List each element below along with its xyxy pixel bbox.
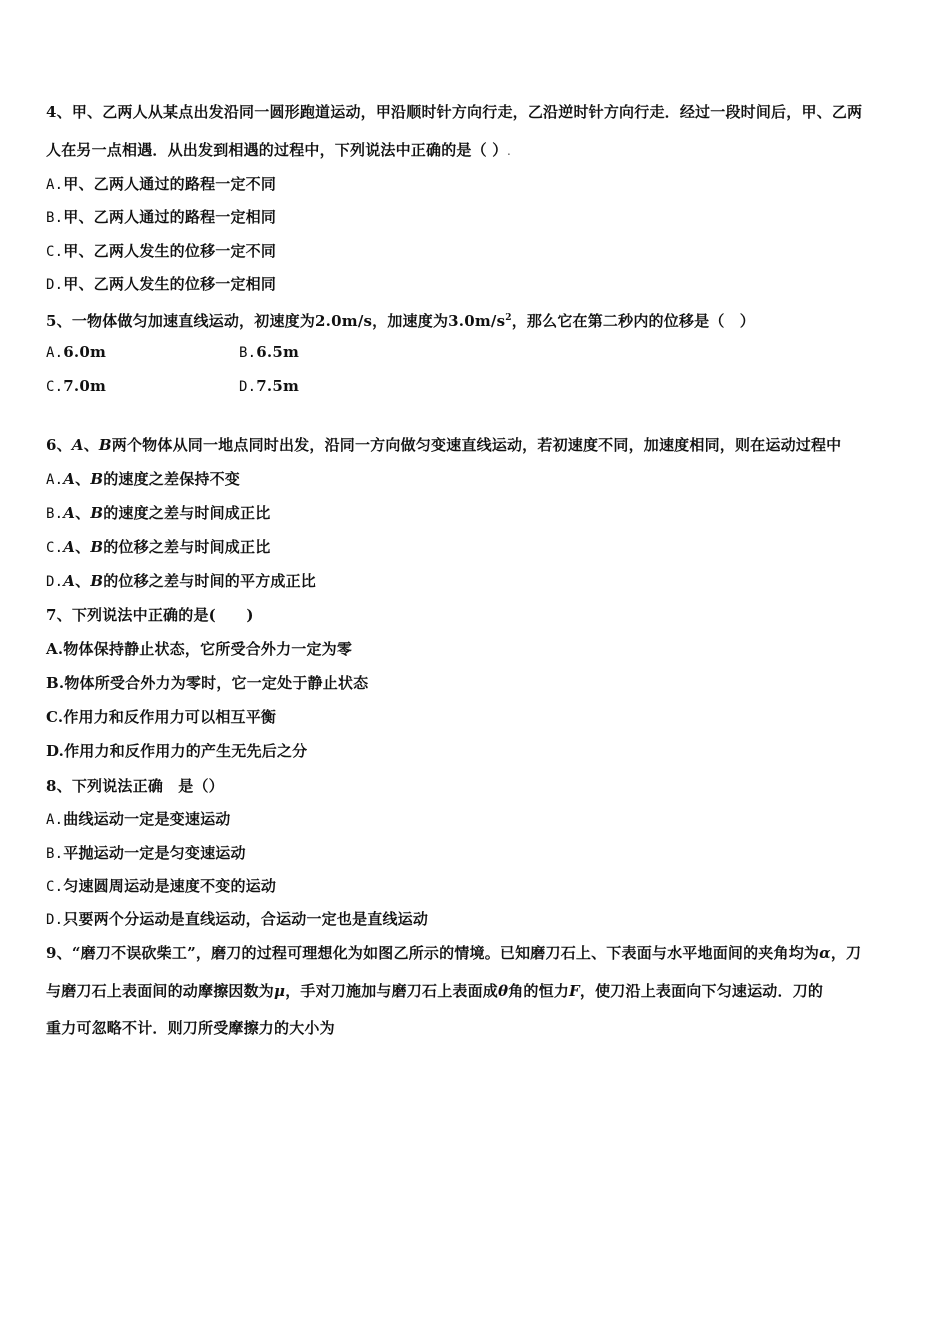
option-text: 7.0m (63, 377, 107, 395)
q5-initial-velocity: 2.0m/s (315, 312, 373, 330)
q5-option-d (239, 376, 299, 397)
q6-number: 6、 (46, 436, 72, 454)
q9-text: ，刀 (830, 944, 862, 962)
option-letter: B. (46, 846, 64, 862)
option-letter: B. (46, 506, 64, 522)
q7-option-b (46, 673, 368, 693)
q7-stem: 7、下列说法中正确的是( ) (46, 606, 254, 624)
option-text: 6.0m (63, 343, 107, 361)
option-letter: C. (46, 879, 64, 895)
option-text: 作用力和反作用力的产生无先后之分 (64, 742, 308, 760)
option-text: 甲、乙两人发生的位移一定不同 (63, 242, 277, 260)
option-letter: D. (239, 379, 257, 395)
option-letter: D. (46, 912, 64, 928)
option-text: 匀速圆周运动是速度不变的运动 (63, 877, 277, 895)
q6-object-a: A (63, 572, 76, 590)
q7-option-d (46, 741, 307, 761)
option-text: 物体保持静止状态，它所受合外力一定为零 (63, 640, 353, 658)
option-text: 甲、乙两人通过的路程一定不同 (63, 175, 277, 193)
q5-stem (46, 308, 755, 331)
q5-stem-pre: 5、一物体做匀加速直线运动，初速度为 (46, 312, 316, 330)
q6-separator: 、 (75, 470, 91, 488)
q6-object-b: B (90, 538, 104, 556)
option-text: 的位移之差与时间成正比 (103, 538, 271, 556)
q9-stem-line2 (46, 981, 823, 1001)
q5-acceleration-exponent: 2 (505, 313, 512, 323)
q6-object-b: B (98, 436, 112, 454)
q4-option-d (46, 274, 276, 295)
option-letter: A. (46, 640, 64, 658)
q4-stem-line1: 4、甲、乙两人从某点出发沿同一圆形跑道运动，甲沿顺时针方向行走，乙沿逆时针方向行走．经过一段时间后，甲、乙两 (46, 103, 863, 121)
q8-option-a (46, 809, 230, 830)
q5-options-row1 (46, 342, 300, 363)
q9-text: 角的恒力 (508, 982, 570, 1000)
option-letter: B. (46, 210, 64, 226)
q5-option-c (46, 377, 106, 395)
q8-stem: 8、下列说法正确 是（） (46, 777, 224, 795)
option-letter: D. (46, 742, 65, 760)
q9-text: 9、“磨刀不误砍柴工”，磨刀的过程可理想化为如图乙所示的情境。已知磨刀石上、下表面与水平地面间的夹角均为 (46, 944, 820, 962)
q9-stem-line3: 重力可忽略不计．则刀所受摩擦力的大小为 (46, 1019, 335, 1037)
line-end-mark: . (507, 147, 511, 157)
option-letter: A. (46, 812, 64, 828)
q6-option-d (46, 571, 316, 592)
q6-object-a: A (63, 470, 76, 488)
q6-stem (46, 435, 841, 455)
q6-separator: 、 (75, 538, 91, 556)
q8-option-b (46, 843, 246, 864)
option-text: 物体所受合外力为零时，它一定处于静止状态 (64, 674, 369, 692)
q5-option-a (46, 343, 106, 361)
q6-object-b: B (90, 572, 104, 590)
option-text: 平抛运动一定是匀变速运动 (63, 844, 246, 862)
q4-option-a (46, 174, 276, 195)
option-text: 的速度之差保持不变 (103, 470, 241, 488)
option-letter: C. (46, 379, 64, 395)
q6-separator: 、 (75, 504, 91, 522)
q9-stem-line1 (46, 943, 861, 963)
q5-stem-post: ，那么它在第二秒内的位移是（ ） (511, 312, 755, 330)
option-letter: A. (46, 472, 64, 488)
q6-option-a (46, 469, 240, 490)
q6-object-b: B (90, 504, 104, 522)
q5-option-b (239, 342, 299, 363)
option-text: 甲、乙两人发生的位移一定相同 (63, 275, 277, 293)
option-letter: B. (46, 674, 65, 692)
option-letter: A. (46, 177, 64, 193)
q9-theta-symbol: θ (498, 982, 509, 1000)
option-text: 甲、乙两人通过的路程一定相同 (63, 208, 277, 226)
q6-object-a: A (63, 504, 76, 522)
option-text: 7.5m (256, 377, 300, 395)
option-letter: B. (239, 345, 257, 361)
q4-option-c (46, 241, 276, 262)
q4-stem-text: 人在另一点相遇．从出发到相遇的过程中，下列说法中正确的是（ ） (46, 141, 508, 159)
q9-mu-symbol: μ (274, 982, 286, 1000)
q6-object-a: A (71, 436, 84, 454)
option-letter: D. (46, 574, 64, 590)
q6-object-b: B (90, 470, 104, 488)
q4-option-b (46, 207, 276, 228)
option-text: 曲线运动一定是变速运动 (63, 810, 231, 828)
q6-option-b (46, 503, 270, 524)
q9-text: 与磨刀石上表面间的动摩擦因数为 (46, 982, 275, 1000)
q8-option-c (46, 876, 276, 897)
option-letter: C. (46, 244, 64, 260)
option-letter: C. (46, 540, 64, 556)
q4-stem-line2 (46, 140, 510, 162)
option-text: 的位移之差与时间的平方成正比 (103, 572, 317, 590)
q9-alpha-symbol: α (819, 944, 831, 962)
option-letter: C. (46, 708, 64, 726)
q9-text: ，手对刀施加与磨刀石上表面成 (285, 982, 499, 1000)
option-letter: D. (46, 277, 64, 293)
q7-option-c (46, 707, 276, 727)
option-text: 作用力和反作用力可以相互平衡 (63, 708, 277, 726)
q5-stem-mid: ，加速度为 (372, 312, 449, 330)
q5-acceleration: 3.0m/s (448, 312, 506, 330)
q6-stem-text: 两个物体从同一地点同时出发，沿同一方向做匀变速直线运动，若初速度不同，加速度相同，则在运动过程中 (111, 436, 842, 454)
option-text: 的速度之差与时间成正比 (103, 504, 271, 522)
q9-text: ，使刀沿上表面向下匀速运动．刀的 (579, 982, 824, 1000)
q6-separator: 、 (83, 436, 99, 454)
q6-separator: 、 (75, 572, 91, 590)
q9-force-symbol: F (569, 982, 580, 1000)
q6-object-a: A (63, 538, 76, 556)
q8-option-d (46, 909, 428, 930)
q7-option-a (46, 639, 352, 659)
q6-option-c (46, 537, 270, 558)
q5-options-row2 (46, 376, 300, 397)
option-text: 6.5m (256, 343, 300, 361)
option-text: 只要两个分运动是直线运动，合运动一定也是直线运动 (63, 910, 429, 928)
option-letter: A. (46, 345, 64, 361)
